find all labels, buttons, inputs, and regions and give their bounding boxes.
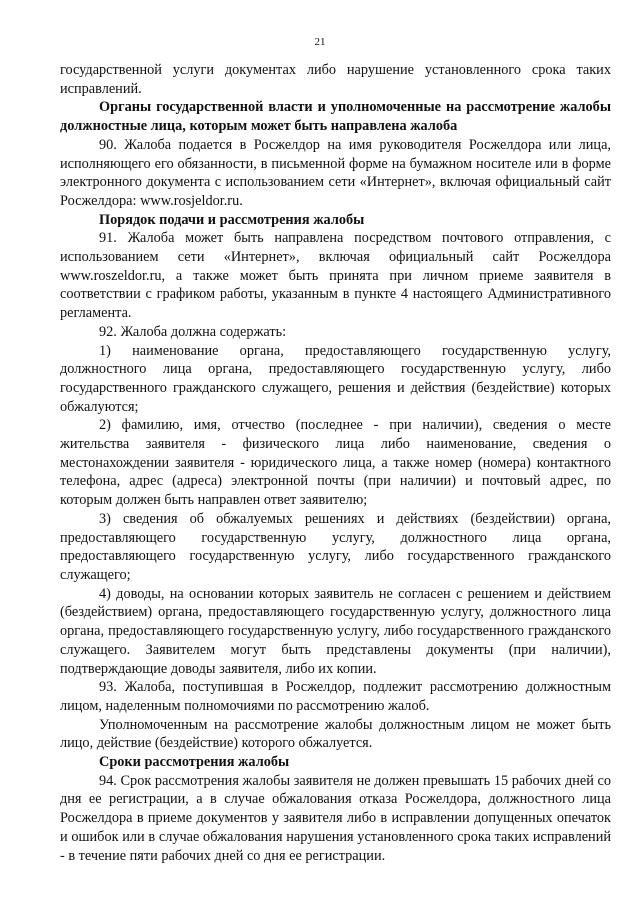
paragraph: 4) доводы, на основании которых заявитель не согласен с решением и действием (бездействием) органа, предоставляющего государственную услугу, должностного лица органа, предоставляющего государственную услугу, либо государственного гражданского служащего. Заявителем могут быть представлены документы (при наличии), подтверждающие доводы заявителя, либо их копии. <box>60 585 611 677</box>
paragraph: 93. Жалоба, поступившая в Росжелдор, подлежит рассмотрению должностным лицом, наделенным полномочиями по рассмотрению жалоб. <box>60 679 611 714</box>
paragraph: 90. Жалоба подается в Росжелдор на имя руководителя Росжелдора или лица, исполняющего его обязанности, в письменной форме на бумажном носителе или в форме электронного документа с использованием сети «Интернет», включая официальный сайт Росжелдора: www.rosjeldor.ru. <box>60 136 611 209</box>
page-number: 21 <box>314 36 326 48</box>
section-heading: Органы государственной власти и уполномоченные на рассмотрение жалобы должностные лица, которым может быть направлена жалоба <box>60 99 611 135</box>
section-heading: Сроки рассмотрения жалобы <box>99 754 290 771</box>
document-body <box>60 61 611 865</box>
paragraph: 1) наименование органа, предоставляющего государственную услугу, должностного лица органа, предоставляющего государственную услугу, либо государственного гражданского служащего, решения и действия (бездействие) которых обжалуются; <box>60 342 611 415</box>
paragraph: 91. Жалоба может быть направлена посредством почтового отправления, с использованием сети «Интернет», включая официальный сайт Росжелдора www.roszeldor.ru, а также может быть принята при личном приеме заявителя в соответствии с графиком работы, указанным в пункте 4 настоящего Административного регламента. <box>60 230 611 322</box>
paragraph: 2) фамилию, имя, отчество (последнее - при наличии), сведения о месте жительства заявителя - физического лица либо наименование, сведения о местонахождении заявителя - юридического лица, а также номер (номера) контактного телефона, адрес (адреса) электронной почты (при наличии) и почтовый адрес, по которым должен быть направлен ответ заявителю; <box>60 417 611 509</box>
paragraph: 3) сведения об обжалуемых решениях и действиях (бездействии) органа, предоставляющего государственную услугу, должностного лица органа, предоставляющего государственную услугу, либо государственного гражданского служащего; <box>60 510 611 583</box>
section-heading: Порядок подачи и рассмотрения жалобы <box>99 211 365 228</box>
paragraph: 92. Жалоба должна содержать: <box>99 323 287 340</box>
paragraph: 94. Срок рассмотрения жалобы заявителя не должен превышать 15 рабочих дней со дня ее регистрации, а в случае обжалования отказа Росжелдора, должностного лица Росжелдора в приеме документов у заявителя либо в исправлении допущенных опечаток и ошибок или в случае обжалования нарушения установленного срока таких исправлений - в течение пяти рабочих дней со дня ее регистрации. <box>60 772 611 864</box>
paragraph: государственной услуги документах либо нарушение установленного срока таких исправлений. <box>60 62 611 97</box>
paragraph: Уполномоченным на рассмотрение жалобы должностным лицом не может быть лицо, действие (бездействие) которого обжалуется. <box>60 716 611 752</box>
